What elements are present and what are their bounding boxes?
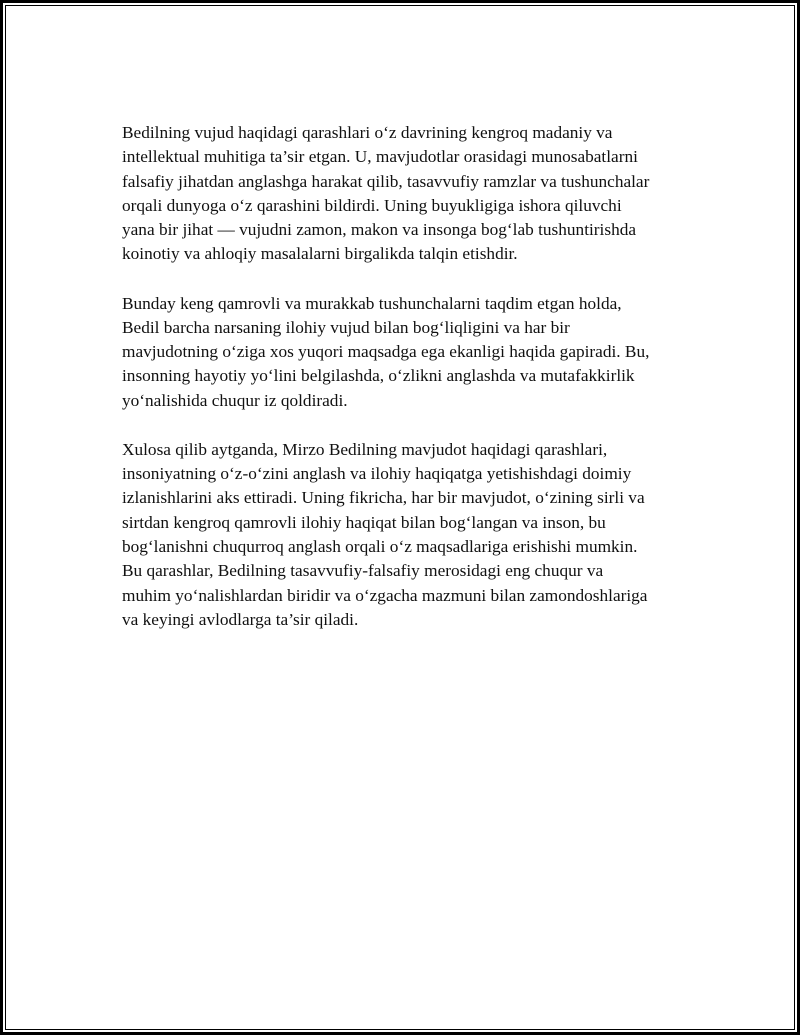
paragraph-2 xyxy=(122,292,702,413)
text-line: insoniyatning o‘z-o‘zini anglash va ilohiy haqiqatga yetishishdagi doimiy xyxy=(122,464,632,484)
paragraph-3 xyxy=(122,438,702,632)
text-line: va keyingi avlodlarga ta’sir qiladi. xyxy=(122,609,359,629)
text-line: muhim yo‘nalishlardan biridir va o‘zgacha mazmuni bilan zamondoshlariga xyxy=(122,585,648,605)
text-line: Bedilning vujud haqidagi qarashlari o‘z davrining kengroq madaniy va xyxy=(122,123,613,142)
text-line: izlanishlarini aks ettiradi. Uning fikricha, har bir mavjudot, o‘zining sirli va xyxy=(122,488,645,508)
text-line: bog‘lanishni chuqurroq anglash orqali o‘z maqsadlariga erishishi mumkin. xyxy=(122,537,638,557)
text-line: insonning hayotiy yo‘lini belgilashda, o‘zlikni anglashda va mutafakkirlik xyxy=(122,366,635,386)
text-line: mavjudotning o‘ziga xos yuqori maqsadga ega ekanligi haqida gapiradi. Bu, xyxy=(122,342,650,362)
text-line: koinotiy va ahloqiy masalalarni birgalikda talqin etishdir. xyxy=(122,244,518,264)
text-line: falsafiy jihatdan anglashga harakat qilib, tasavvufiy ramzlar va tushunchalar xyxy=(122,171,650,191)
text-line: sirtdan kengroq qamrovli ilohiy haqiqat bilan bog‘langan va inson, bu xyxy=(122,512,606,532)
text-line: yana bir jihat — vujudni zamon, makon va insonga bog‘lab tushuntirishda xyxy=(122,220,637,240)
text-line: Bunday keng qamrovli va murakkab tushunchalarni taqdim etgan holda, xyxy=(122,293,622,313)
text-line: Bedil barcha narsaning ilohiy vujud bilan bog‘liqligini va har bir xyxy=(122,317,570,337)
text-line: Xulosa qilib aytganda, Mirzo Bedilning mavjudot haqidagi qarashlari, xyxy=(122,439,608,459)
text-line: Bu qarashlar, Bedilning tasavvufiy-falsafiy merosidagi eng chuqur va xyxy=(122,561,604,581)
text-line: yo‘nalishida chuqur iz qoldiradi. xyxy=(122,390,348,410)
text-line: intellektual muhitiga ta’sir etgan. U, mavjudotlar orasidagi munosabatlarni xyxy=(122,147,638,167)
text-line: orqali dunyoga o‘z qarashini bildirdi. Uning buyukligiga ishora qiluvchi xyxy=(122,195,622,215)
document-body xyxy=(122,121,702,657)
paragraph-1 xyxy=(122,121,702,267)
